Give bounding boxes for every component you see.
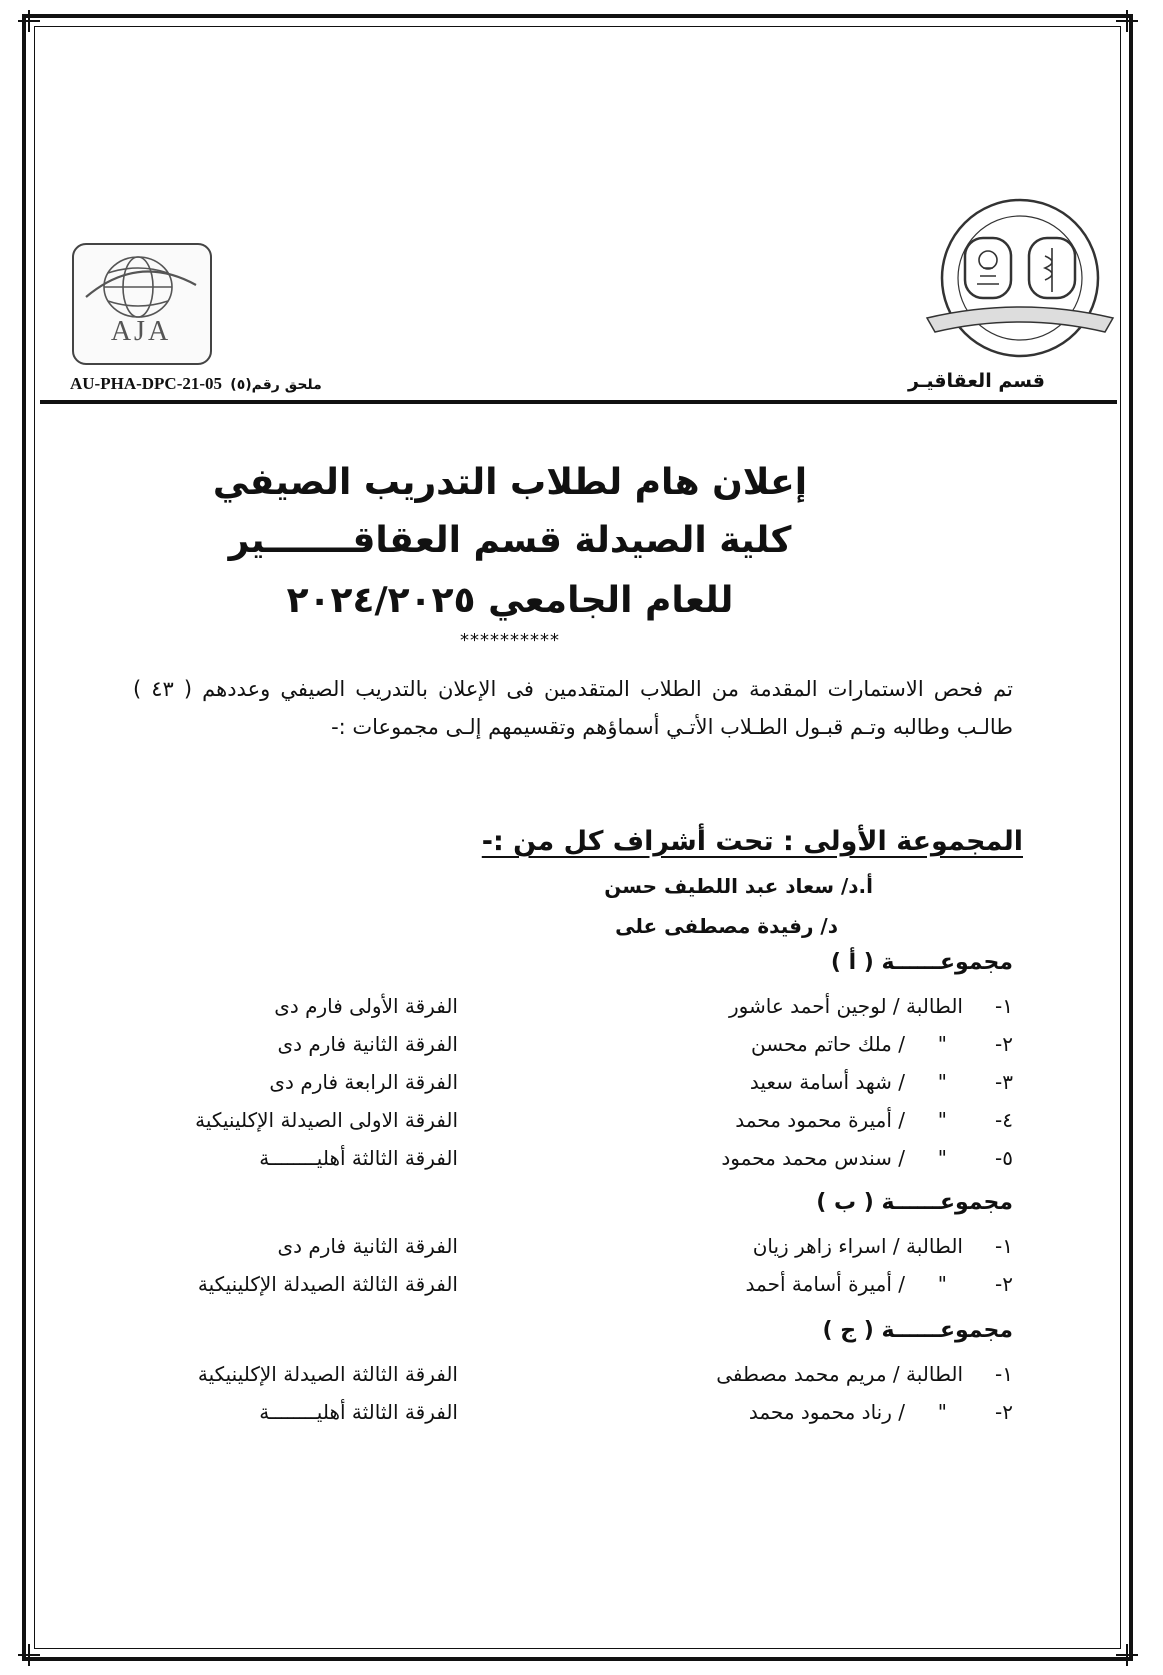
student-year: الفرقة الثانية فارم دى (277, 1234, 458, 1258)
student-year: الفرقة الاولى الصيدلة الإكلينيكية (195, 1108, 458, 1132)
student-year: الفرقة الثانية فارم دى (277, 1032, 458, 1056)
student-name: / ملك حاتم محسن (750, 1032, 905, 1056)
intro-paragraph: تم فحص الاستمارات المقدمة من الطلاب المتقدمين فى الإعلان بالتدريب الصيفي وعددهم ( ٤٣ ) طالـب وطالبه وتـم قبـول الطـلاب الأتـي أسماؤهم وتقسيمهم إلـى مجموعات :- (133, 677, 1013, 739)
student-year: الفرقة الثالثة الصيدلة الإكلينيكية (197, 1362, 458, 1386)
ditto-mark: " (937, 1400, 947, 1424)
subgroup-title: مجموعــــــة ( أ ) (830, 950, 1013, 975)
row-number: ٢- (995, 1400, 1013, 1424)
doc-code-text: AU-PHA-DPC-21-05 (70, 374, 223, 393)
student-year: الفرقة الأولى فارم دى (274, 994, 458, 1018)
stars-separator: ********** (460, 630, 560, 651)
student-row (140, 994, 1013, 1030)
student-name: الطالبة / لوجين أحمد عاشور (729, 994, 963, 1018)
globe-icon (86, 257, 196, 317)
group-heading: المجموعة الأولى : تحت أشراف كل من :- (481, 826, 1023, 857)
student-name: / رناد محمود محمد (748, 1400, 905, 1424)
corner-ornament (1116, 1644, 1138, 1666)
student-year: الفرقة الرابعة فارم دى (269, 1070, 458, 1094)
supervisor-name: د/ رفيدة مصطفى على (615, 914, 838, 938)
row-number: ٥- (995, 1146, 1013, 1170)
university-seal-logo (925, 196, 1115, 376)
student-row (140, 1234, 1013, 1270)
ditto-mark: " (937, 1070, 947, 1094)
student-row (140, 1272, 1013, 1308)
faculty-department-title: كلية الصيدلة قسم العقاقـــــــير (228, 520, 792, 561)
student-name: الطالبة / مريم محمد مصطفى (716, 1362, 963, 1386)
row-number: ٢- (995, 1032, 1013, 1056)
student-row (140, 1032, 1013, 1068)
header-divider (40, 400, 1117, 404)
supervisor-name: أ.د/ سعاد عبد اللطيف حسن (604, 874, 873, 898)
corner-ornament (1116, 10, 1138, 32)
ditto-mark: " (937, 1108, 947, 1132)
aja-logo-text: AJA (110, 316, 172, 347)
ditto-mark: " (937, 1272, 947, 1296)
student-row (140, 1108, 1013, 1144)
student-row (140, 1146, 1013, 1182)
student-name: / أميرة محمود محمد (735, 1108, 905, 1132)
corner-ornament (18, 10, 40, 32)
row-number: ١- (995, 1234, 1013, 1258)
row-number: ٣- (995, 1070, 1013, 1094)
student-year: الفرقة الثالثة الصيدلة الإكلينيكية (197, 1272, 458, 1296)
row-number: ١- (995, 1362, 1013, 1386)
announcement-title: إعلان هام لطلاب التدريب الصيفي (212, 462, 808, 503)
student-name: / سندس محمد محمود (721, 1146, 905, 1170)
department-name: قسم العقاقيـر (908, 370, 1045, 392)
student-row (140, 1362, 1013, 1398)
student-name: / أميرة أسامة أحمد (745, 1272, 905, 1296)
student-name: / شهد أسامة سعيد (749, 1070, 905, 1094)
ditto-mark: " (937, 1146, 947, 1170)
student-row (140, 1070, 1013, 1106)
student-name: الطالبة / اسراء زاهر زيان (752, 1234, 963, 1258)
annex-label: ملحق رقم(٥) (230, 377, 322, 393)
document-code (70, 374, 322, 394)
row-number: ٢- (995, 1272, 1013, 1296)
row-number: ٤- (995, 1108, 1013, 1132)
corner-ornament (18, 1644, 40, 1666)
subgroup-title: مجموعــــــة ( ج ) (822, 1318, 1013, 1343)
academic-year-title: للعام الجامعي ٢٠٢٤/٢٠٢٥ (286, 580, 734, 621)
subgroup-title: مجموعــــــة ( ب ) (816, 1190, 1013, 1215)
student-row (140, 1400, 1013, 1436)
aja-logo (72, 243, 212, 365)
student-year: الفرقة الثالثة أهليــــــــة (259, 1146, 458, 1170)
row-number: ١- (995, 994, 1013, 1018)
student-year: الفرقة الثالثة أهليــــــــة (259, 1400, 458, 1424)
ditto-mark: " (937, 1032, 947, 1056)
